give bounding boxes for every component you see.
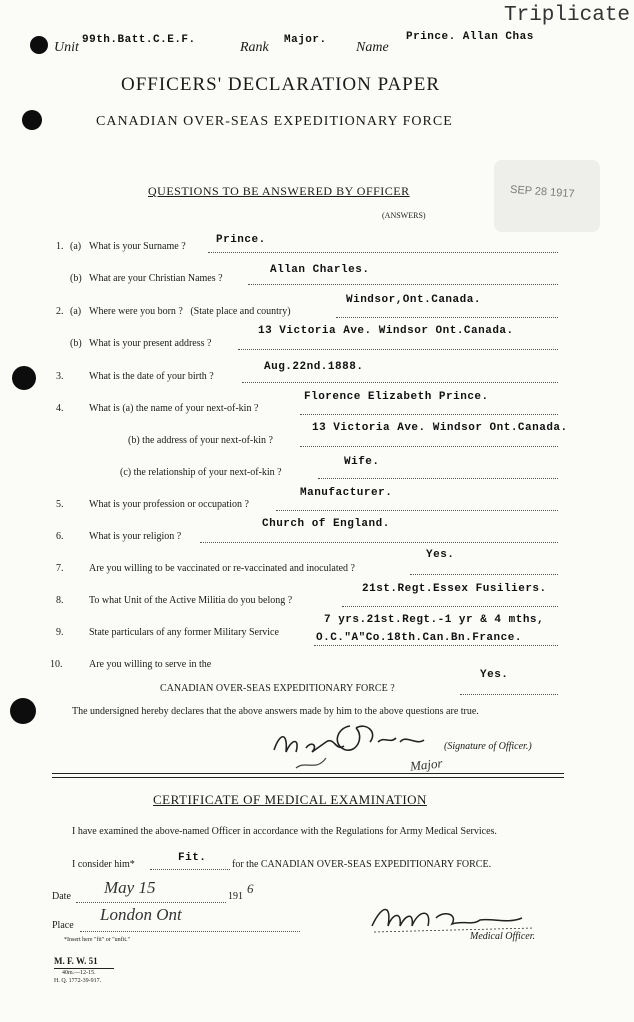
- medical-officer-caption: Medical Officer.: [470, 931, 535, 942]
- question-sub: (b): [70, 273, 82, 284]
- answer-line: [80, 931, 300, 932]
- answer-christian-names: Allan Charles.: [270, 264, 370, 276]
- date-value: May 15: [104, 878, 156, 897]
- section-divider: [52, 773, 564, 774]
- question-sub: (a): [70, 306, 82, 317]
- stamp-smudge: [494, 160, 600, 232]
- answer-active-militia: 21st.Regt.Essex Fusiliers.: [362, 583, 547, 595]
- question-sub: (b): [70, 338, 82, 349]
- date-label: Date: [52, 891, 71, 902]
- question-text: What is your religion ?: [89, 531, 182, 542]
- punch-hole: [10, 698, 36, 724]
- signature-rank: Major: [409, 755, 444, 774]
- question-text: Are you willing to be vaccinated or re-vaccinated and inoculated ?: [89, 563, 355, 574]
- question-text: To what Unit of the Active Militia do you belong ?: [89, 595, 293, 606]
- question-number: 6.: [56, 531, 64, 542]
- question-number: 7.: [56, 563, 64, 574]
- answer-line: [336, 317, 558, 318]
- answer-line: [460, 694, 558, 695]
- answer-kin-address: 13 Victoria Ave. Windsor Ont.Canada.: [312, 422, 568, 434]
- answer-line: [242, 382, 558, 383]
- answer-occupation: Manufacturer.: [300, 487, 393, 499]
- question-number: 3.: [56, 371, 64, 382]
- answer-religion: Church of England.: [262, 518, 390, 530]
- form-code-underline: [54, 968, 114, 969]
- answer-line: [314, 645, 558, 646]
- question-text: What is your present address ?: [89, 338, 212, 349]
- question-text: What is your profession or occupation ?: [89, 499, 249, 510]
- question-text: Where were you born ? (State place and country): [89, 306, 291, 317]
- medical-para: I have examined the above-named Officer in accordance with the Regulations for Army Medical Services.: [72, 826, 497, 837]
- question-number: 8.: [56, 595, 64, 606]
- question-text-continued: CANADIAN OVER-SEAS EXPEDITIONARY FORCE ?: [160, 683, 395, 694]
- rank-label: Rank: [240, 40, 269, 55]
- medical-heading: CERTIFICATE OF MEDICAL EXAMINATION: [153, 792, 427, 807]
- question-text: (b) the address of your next-of-kin ?: [128, 435, 273, 446]
- answer-former-service: 7 yrs.21st.Regt.-1 yr & 4 mths,: [324, 614, 545, 626]
- answer-present-address: 13 Victoria Ave. Windsor Ont.Canada.: [258, 325, 514, 337]
- footnote: *Insert here "fit" or "unfit.": [64, 937, 130, 943]
- question-text: What is (a) the name of your next-of-kin ?: [89, 403, 259, 414]
- question-text: (c) the relationship of your next-of-kin ?: [120, 467, 282, 478]
- unit-value: 99th.Batt.C.E.F.: [82, 34, 196, 46]
- question-text: Are you willing to serve in the: [89, 659, 212, 670]
- answer-vaccination: Yes.: [426, 549, 455, 561]
- declaration-text: The undersigned hereby declares that the above answers made by him to the above questions are true.: [72, 706, 479, 717]
- form-print-line: 40m.—12-15.: [62, 970, 96, 976]
- answer-line: [300, 414, 558, 415]
- question-number: 5.: [56, 499, 64, 510]
- punch-hole: [22, 110, 42, 130]
- year-value: 6: [247, 881, 254, 896]
- question-number: 9.: [56, 627, 64, 638]
- answer-line: [200, 542, 558, 543]
- triplicate-stamp: Triplicate: [504, 4, 631, 27]
- answer-line: [208, 252, 558, 253]
- question-text: State particulars of any former Military Service: [89, 627, 279, 638]
- answers-heading: (ANSWERS): [382, 211, 426, 220]
- form-code: M. F. W. 51: [54, 956, 98, 966]
- fit-value: Fit.: [178, 852, 207, 864]
- section-divider: [52, 777, 564, 778]
- name-value: Prince. Allan Chas: [406, 31, 534, 43]
- place-value: London Ont: [100, 905, 182, 924]
- page-title: OFFICERS' DECLARATION PAPER: [121, 74, 441, 95]
- answer-surname: Prince.: [216, 234, 266, 246]
- punch-hole: [30, 36, 48, 54]
- answer-line: [318, 478, 558, 479]
- question-text: What is your Surname ?: [89, 241, 186, 252]
- unit-label: Unit: [54, 40, 79, 55]
- answer-kin-relationship: Wife.: [344, 456, 380, 468]
- rank-value: Major.: [284, 34, 327, 46]
- answer-line: [300, 446, 558, 447]
- answer-birth-date: Aug.22nd.1888.: [264, 361, 364, 373]
- answer-birthplace: Windsor,Ont.Canada.: [346, 294, 481, 306]
- consider-post: for the CANADIAN OVER-SEAS EXPEDITIONARY FORCE.: [232, 859, 492, 870]
- form-hq-line: H. Q. 1772-39-917.: [54, 978, 102, 984]
- answer-line: [410, 574, 558, 575]
- place-label: Place: [52, 920, 74, 931]
- questions-heading: QUESTIONS TO BE ANSWERED BY OFFICER: [148, 184, 410, 198]
- answer-line: [76, 902, 226, 903]
- consider-pre: I consider him*: [72, 859, 135, 870]
- page-subtitle: CANADIAN OVER-SEAS EXPEDITIONARY FORCE: [96, 114, 453, 129]
- name-label: Name: [356, 40, 389, 55]
- answer-line: [238, 349, 558, 350]
- question-number: 1.: [56, 241, 64, 252]
- answer-willing-to-serve: Yes.: [480, 669, 509, 681]
- question-text: What are your Christian Names ?: [89, 273, 223, 284]
- answer-line: [248, 284, 558, 285]
- received-date-stamp: SEP 28 1917: [509, 183, 575, 201]
- year-prefix: 191: [228, 891, 243, 902]
- answer-line: [342, 606, 558, 607]
- question-sub: (a): [70, 241, 82, 252]
- answer-former-service-line2: O.C."A"Co.18th.Can.Bn.France.: [316, 632, 522, 644]
- question-number: 4.: [56, 403, 64, 414]
- answer-line: [276, 510, 558, 511]
- signature-caption: (Signature of Officer.): [444, 741, 532, 752]
- punch-hole: [12, 366, 36, 390]
- question-number: 10.: [50, 659, 63, 670]
- question-text: What is the date of your birth ?: [89, 371, 214, 382]
- answer-next-of-kin: Florence Elizabeth Prince.: [304, 391, 489, 403]
- question-number: 2.: [56, 306, 64, 317]
- answer-line: [150, 869, 230, 870]
